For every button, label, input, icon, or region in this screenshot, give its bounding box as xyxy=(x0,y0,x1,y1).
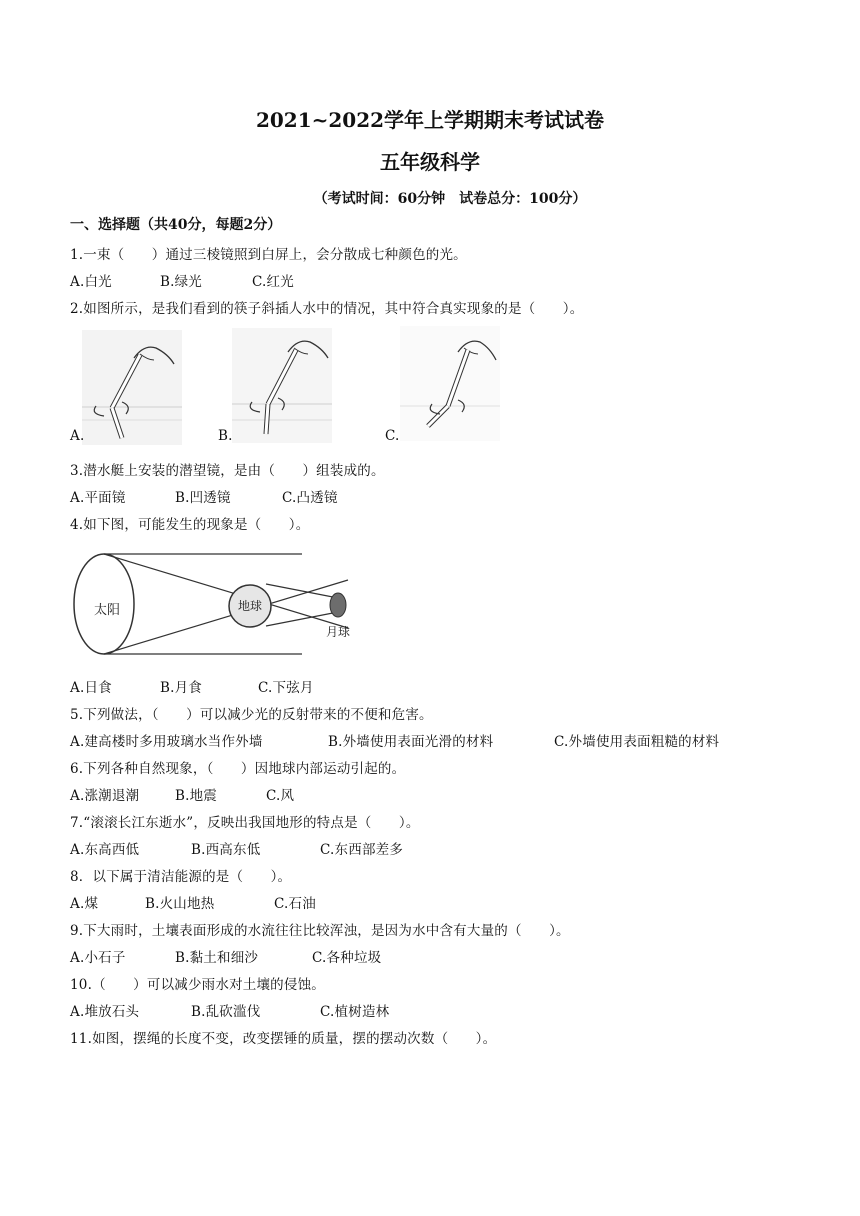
option-b: B.月食 xyxy=(160,680,203,696)
question-8-options xyxy=(70,892,770,912)
option-c: C.风 xyxy=(266,788,295,804)
option-b: B.绿光 xyxy=(160,274,203,290)
option-a: A.东高西低 xyxy=(70,842,140,858)
exam-subtitle: 五年级科学 xyxy=(380,150,480,174)
question-4-stem: 4.如下图，可能发生的现象是（ ）。 xyxy=(70,517,310,533)
option-b: B.凹透镜 xyxy=(175,490,231,506)
figure-a-label: A. xyxy=(70,428,85,444)
option-a: A.煤 xyxy=(70,896,99,912)
question-9-stem: 9.下大雨时，土壤表面形成的水流往往比较浑浊，是因为水中含有大量的（ ）。 xyxy=(70,923,570,939)
question-10-options xyxy=(70,1000,770,1020)
question-7-stem: 7.“滚滚长江东逝水”，反映出我国地形的特点是（ ）。 xyxy=(70,815,420,831)
question-9-options xyxy=(70,946,770,966)
option-c: C.植树造林 xyxy=(320,1004,390,1020)
question-10-stem: 10.（ ）可以减少雨水对土壤的侵蚀。 xyxy=(70,977,325,993)
question-11-stem: 11.如图，摆绳的长度不变，改变摆锤的质量，摆的摆动次数（ ）。 xyxy=(70,1031,497,1047)
option-b: B.西高东低 xyxy=(191,842,261,858)
chopsticks-figure-c xyxy=(400,326,500,441)
option-a: A.建高楼时多用玻璃水当作外墙 xyxy=(70,734,263,750)
option-a: A.涨潮退潮 xyxy=(70,788,140,804)
option-c: C.凸透镜 xyxy=(282,490,338,506)
section-heading: 一、选择题（共40分，每题2分） xyxy=(70,217,282,233)
option-c: C.红光 xyxy=(252,274,294,290)
option-b: B.乱砍滥伐 xyxy=(191,1004,261,1020)
option-c: C.各种垃圾 xyxy=(312,950,382,966)
sun-earth-moon-diagram xyxy=(70,546,370,664)
option-b: B.地震 xyxy=(175,788,218,804)
option-c: C.下弦月 xyxy=(258,680,314,696)
question-5-stem: 5.下列做法，（ ）可以减少光的反射带来的不便和危害。 xyxy=(70,707,433,723)
earth-label: 地球 xyxy=(238,599,263,613)
chopsticks-figure-b xyxy=(232,328,332,443)
option-c: C.东西部差多 xyxy=(320,842,404,858)
question-7-options xyxy=(70,838,770,858)
option-a: A.小石子 xyxy=(70,950,126,966)
question-1-options xyxy=(70,270,770,290)
question-6-options xyxy=(70,784,770,804)
option-a: A.日食 xyxy=(70,680,112,696)
option-b: B.黏土和细沙 xyxy=(175,950,259,966)
question-8-stem: 8．以下属于清洁能源的是（ ）。 xyxy=(70,869,292,885)
question-5-options xyxy=(70,730,790,750)
question-6-stem: 6.下列各种自然现象，（ ）因地球内部运动引起的。 xyxy=(70,761,406,777)
option-c: C.石油 xyxy=(274,896,316,912)
option-c: C.外墙使用表面粗糙的材料 xyxy=(554,734,720,750)
question-3-options xyxy=(70,486,770,506)
chopsticks-figure-a xyxy=(82,330,182,445)
sun-label: 太阳 xyxy=(94,603,121,618)
figure-c-label: C. xyxy=(385,428,400,444)
figure-b-label: B. xyxy=(218,428,233,444)
question-2-stem: 2.如图所示，是我们看到的筷子斜插人水中的情况，其中符合真实现象的是（ ）。 xyxy=(70,301,584,317)
question-1-stem: 1.一束（ ）通过三棱镜照到白屏上，会分散成七种颜色的光。 xyxy=(70,247,467,263)
option-b: B.火山地热 xyxy=(145,896,215,912)
question-4-options xyxy=(70,676,770,696)
option-a: A.白光 xyxy=(70,274,112,290)
option-a: A.平面镜 xyxy=(70,490,126,506)
option-a: A.堆放石头 xyxy=(70,1004,140,1020)
moon-label: 月球 xyxy=(326,625,351,639)
exam-title: 2021~2022学年上学期期末考试试卷 xyxy=(255,108,605,132)
exam-info: （考试时间：60分钟 试卷总分：100分） xyxy=(313,191,587,207)
option-b: B.外墙使用表面光滑的材料 xyxy=(328,734,494,750)
question-3-stem: 3.潜水艇上安装的潜望镜，是由（ ）组装成的。 xyxy=(70,463,385,479)
